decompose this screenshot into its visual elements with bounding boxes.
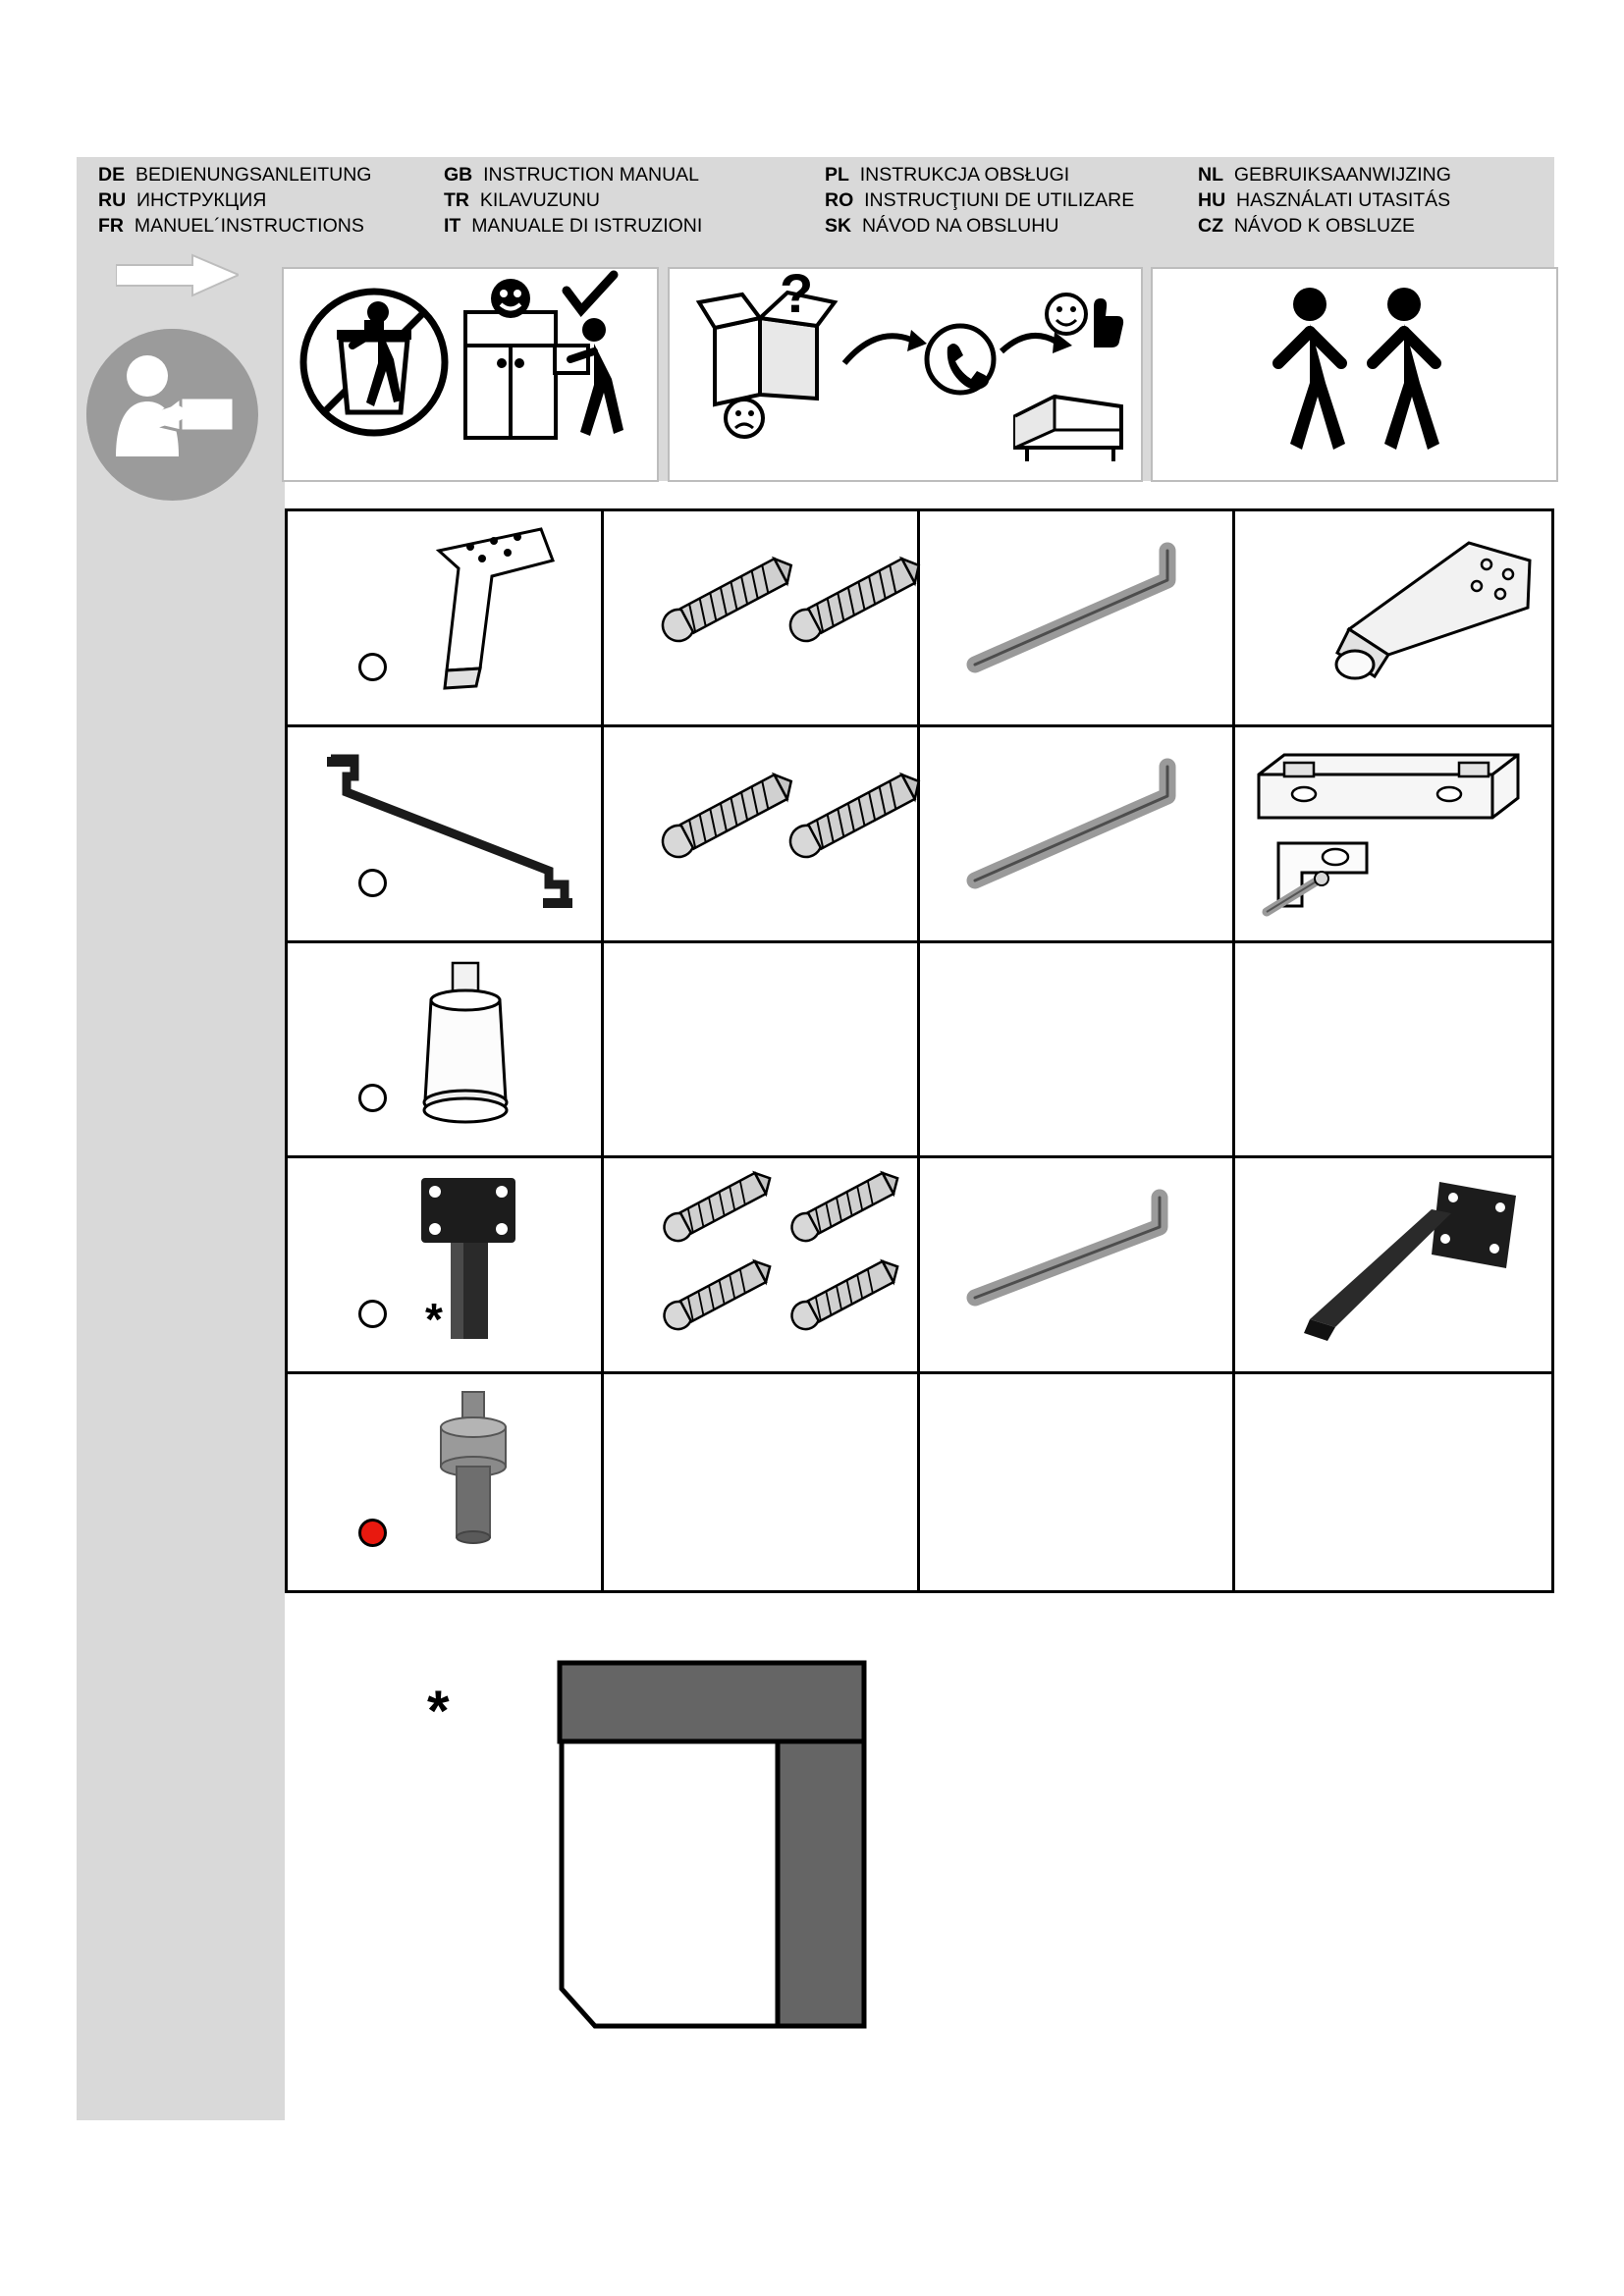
table-row-2-bolts-cell	[604, 727, 920, 943]
table-row-5-empty-cell	[1235, 1374, 1551, 1590]
table-row-4-allen-key-cell	[920, 1158, 1236, 1374]
table-row-2-allen-key-cell	[920, 727, 1236, 943]
corner-sofa-module-diagram	[550, 1659, 923, 2052]
lang-code-ro: RO	[825, 189, 854, 211]
table-row-5-part-cell	[288, 1374, 604, 1590]
lang-label-fr: MANUEL´INSTRUCTIONS	[134, 215, 364, 237]
table-row-5-empty-cell	[604, 1374, 920, 1590]
language-header	[98, 162, 1551, 250]
lang-label-pl: INSTRUKCJA OBSŁUGI	[859, 164, 1070, 186]
table-row-5-empty-cell	[920, 1374, 1236, 1590]
table-row-1-bracket-cell	[1235, 511, 1551, 727]
lang-code-de: DE	[98, 164, 126, 186]
lang-label-it: MANUALE DI ISTRUZIONI	[471, 215, 703, 237]
lang-label-cz: NÁVOD K OBSLUZE	[1233, 215, 1416, 237]
table-row-3-empty-cell	[920, 943, 1236, 1159]
lang-code-pl: PL	[825, 164, 849, 186]
table-row-3-empty-cell	[604, 943, 920, 1159]
lang-code-hu: HU	[1198, 189, 1226, 211]
lang-code-nl: NL	[1198, 164, 1223, 186]
lang-code-gb: GB	[444, 164, 473, 186]
lang-label-hu: HASZNÁLATI UTASITÁS	[1236, 189, 1451, 211]
lang-code-cz: CZ	[1198, 215, 1223, 237]
language-column-3	[825, 162, 1198, 250]
lang-label-gb: INSTRUCTION MANUAL	[483, 164, 700, 186]
table-row-3-empty-cell	[1235, 943, 1551, 1159]
person-reading-manual-icon	[86, 329, 258, 501]
lang-code-tr: TR	[444, 189, 469, 211]
lang-label-sk: NÁVOD NA OBSLUHU	[861, 215, 1059, 237]
lang-label-ru: ИНСТРУКЦИЯ	[136, 189, 267, 211]
missing-parts-call-service-pictogram	[668, 267, 1143, 482]
lang-code-fr: FR	[98, 215, 124, 237]
language-column-2	[444, 162, 825, 250]
lang-code-it: IT	[444, 215, 461, 237]
lang-code-sk: SK	[825, 215, 852, 237]
table-row-2-bracket-screw-cell	[1235, 727, 1551, 943]
lang-label-ro: INSTRUCŢIUNI DE UTILIZARE	[864, 189, 1135, 211]
do-not-discard-packaging-pictogram	[282, 267, 659, 482]
parts-table	[285, 508, 1554, 1593]
table-row-4-part-cell	[288, 1158, 604, 1374]
table-row-1-bolts-cell	[604, 511, 920, 727]
language-column-4	[1198, 162, 1522, 250]
language-column-1	[98, 162, 444, 250]
footnote-asterisk: *	[427, 1680, 450, 1743]
table-row-2-part-cell	[288, 727, 604, 943]
two-persons-required-pictogram	[1151, 267, 1558, 482]
table-row-4-bolts-cell	[604, 1158, 920, 1374]
lang-label-de: BEDIENUNGSANLEITUNG	[135, 164, 372, 186]
table-row-1-allen-key-cell	[920, 511, 1236, 727]
footnote-asterisk-marker: *	[425, 1294, 443, 1346]
lang-label-tr: KILAVUZUNU	[479, 189, 600, 211]
table-row-4-angled-leg-cell	[1235, 1158, 1551, 1374]
lang-label-nl: GEBRUIKSAANWIJZING	[1233, 164, 1451, 186]
table-row-3-part-cell	[288, 943, 604, 1159]
lang-code-ru: RU	[98, 189, 127, 211]
table-row-1-part-cell	[288, 511, 604, 727]
arrow-right-icon	[116, 253, 239, 297]
svg-text:?: ?	[780, 269, 814, 324]
